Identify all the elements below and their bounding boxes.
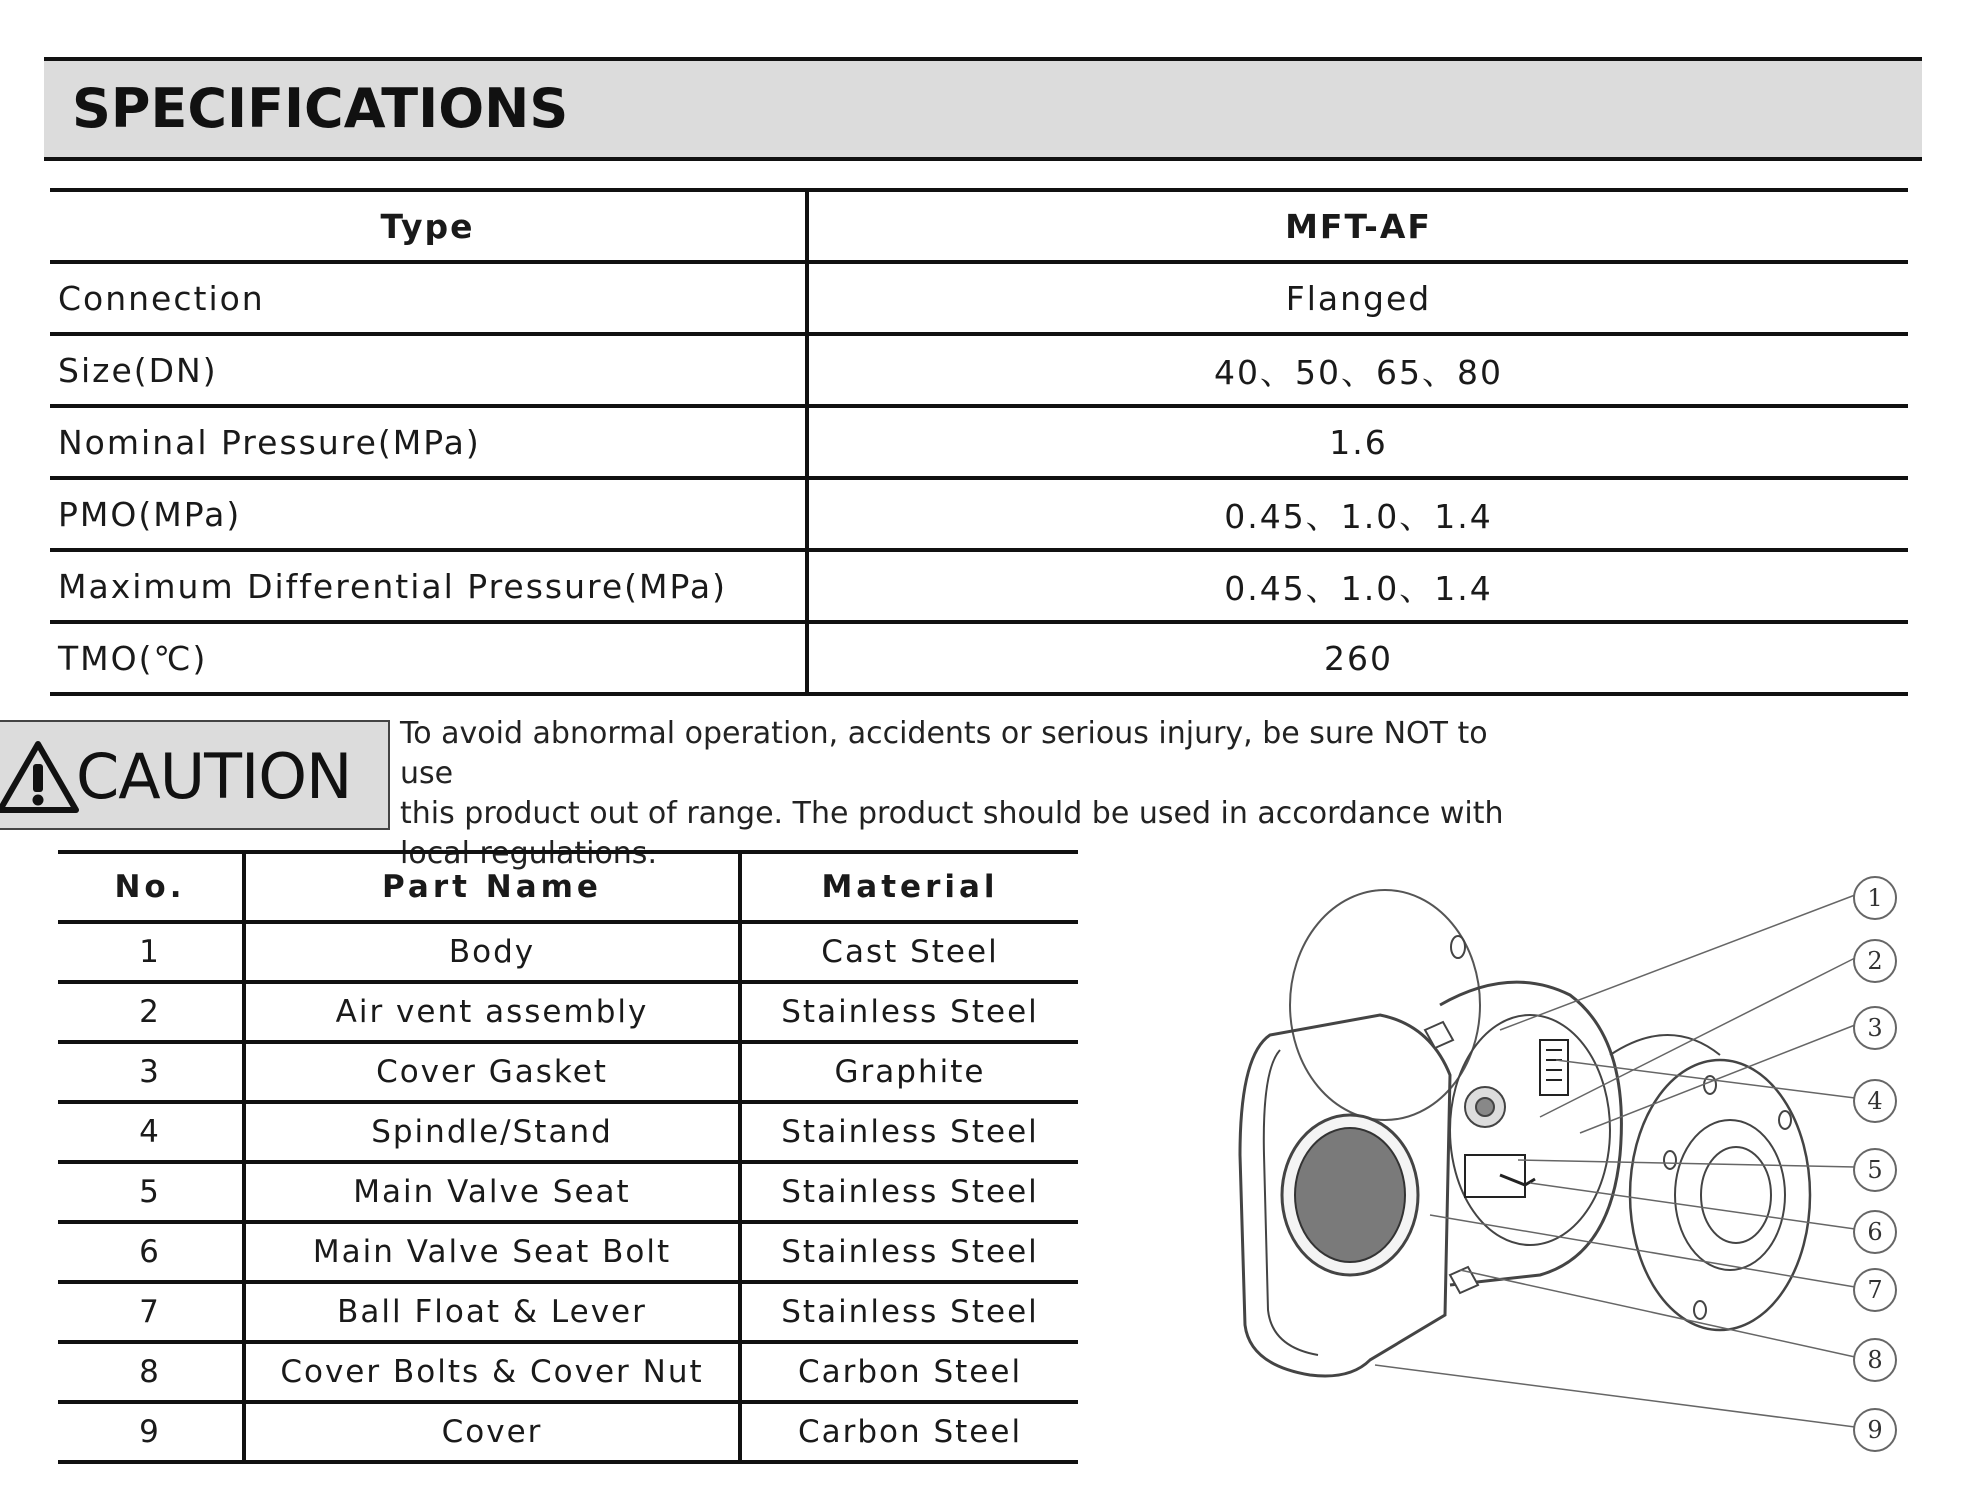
table-row: [58, 1282, 1078, 1342]
part-material: Carbon Steel: [740, 1342, 1078, 1402]
spec-header-row: [50, 190, 1908, 262]
svg-text:5: 5: [1867, 1156, 1883, 1184]
part-material: Stainless Steel: [740, 1102, 1078, 1162]
spec-label: Maximum Differential Pressure(MPa): [50, 550, 807, 622]
callout-markers: [1854, 877, 1896, 1451]
caution-line: local regulations.: [400, 836, 657, 871]
spec-row: [50, 478, 1908, 550]
part-name: Air vent assembly: [244, 982, 740, 1042]
steam-trap-exploded-drawing: [1200, 855, 1920, 1475]
specifications-table: [50, 188, 1908, 696]
svg-text:2: 2: [1867, 947, 1883, 975]
spec-header-type: Type: [50, 190, 807, 262]
callout-6-icon: [1854, 1211, 1896, 1253]
spec-value: 0.45、1.0、1.4: [807, 550, 1908, 622]
part-material: Stainless Steel: [740, 1222, 1078, 1282]
svg-text:8: 8: [1867, 1346, 1883, 1374]
svg-text:1: 1: [1867, 884, 1883, 912]
callout-8-icon: [1854, 1339, 1896, 1381]
part-name: Ball Float & Lever: [244, 1282, 740, 1342]
part-number: 4: [58, 1102, 244, 1162]
svg-text:9: 9: [1867, 1416, 1883, 1444]
svg-text:3: 3: [1867, 1014, 1883, 1042]
spec-header-model: MFT-AF: [807, 190, 1908, 262]
svg-text:7: 7: [1867, 1276, 1883, 1304]
table-row: [58, 1342, 1078, 1402]
part-material: Stainless Steel: [740, 1162, 1078, 1222]
spec-row: [50, 406, 1908, 478]
table-row: [58, 1402, 1078, 1462]
table-row: [58, 1042, 1078, 1102]
callout-4-icon: [1854, 1080, 1896, 1122]
table-row: [58, 1162, 1078, 1222]
part-number: 2: [58, 982, 244, 1042]
parts-table: [58, 850, 1078, 1464]
part-number: 7: [58, 1282, 244, 1342]
spec-label: TMO(℃): [50, 622, 807, 694]
caution-badge: [0, 720, 390, 830]
spec-value: 0.45、1.0、1.4: [807, 478, 1908, 550]
spec-row: [50, 550, 1908, 622]
svg-text:4: 4: [1867, 1087, 1883, 1115]
part-material: Carbon Steel: [740, 1402, 1078, 1462]
spec-row: [50, 262, 1908, 334]
part-number: 5: [58, 1162, 244, 1222]
part-number: 1: [58, 922, 244, 982]
table-row: [58, 922, 1078, 982]
svg-text:6: 6: [1867, 1218, 1883, 1246]
spec-value: 260: [807, 622, 1908, 694]
callout-3-icon: [1854, 1007, 1896, 1049]
spec-label: Size(DN): [50, 334, 807, 406]
spec-label: Nominal Pressure(MPa): [50, 406, 807, 478]
spec-label: Connection: [50, 262, 807, 334]
parts-header-no: No.: [58, 852, 244, 922]
callout-7-icon: [1854, 1269, 1896, 1311]
spec-row: [50, 334, 1908, 406]
spec-label: PMO(MPa): [50, 478, 807, 550]
spec-row: [50, 622, 1908, 694]
warning-triangle-icon: [0, 740, 80, 814]
specifications-header: [44, 57, 1922, 161]
parts-header-row: [58, 852, 1078, 922]
part-material: Stainless Steel: [740, 1282, 1078, 1342]
parts-header-name: Part Name: [244, 852, 740, 922]
callout-1-icon: [1854, 877, 1896, 919]
part-material: Graphite: [740, 1042, 1078, 1102]
caution-label: CAUTION: [76, 740, 352, 813]
valve-illustration: [1240, 890, 1810, 1376]
part-name: Spindle/Stand: [244, 1102, 740, 1162]
part-name: Main Valve Seat: [244, 1162, 740, 1222]
part-name: Cover: [244, 1402, 740, 1462]
spec-value: 1.6: [807, 406, 1908, 478]
part-name: Cover Bolts & Cover Nut: [244, 1342, 740, 1402]
spec-value: Flanged: [807, 262, 1908, 334]
part-material: Cast Steel: [740, 922, 1078, 982]
caution-line: To avoid abnormal operation, accidents or serious injury, be sure NOT to use: [400, 716, 1488, 791]
table-row: [58, 1222, 1078, 1282]
part-name: Main Valve Seat Bolt: [244, 1222, 740, 1282]
table-row: [58, 1102, 1078, 1162]
table-row: [58, 982, 1078, 1042]
part-name: Cover Gasket: [244, 1042, 740, 1102]
caution-line: this product out of range. The product should be used in accordance with: [400, 796, 1504, 831]
part-number: 9: [58, 1402, 244, 1462]
part-material: Stainless Steel: [740, 982, 1078, 1042]
spec-value: 40、50、65、80: [807, 334, 1908, 406]
part-name: Body: [244, 922, 740, 982]
part-number: 8: [58, 1342, 244, 1402]
parts-header-material: Material: [740, 852, 1078, 922]
part-number: 3: [58, 1042, 244, 1102]
callout-9-icon: [1854, 1409, 1896, 1451]
part-number: 6: [58, 1222, 244, 1282]
callout-2-icon: [1854, 940, 1896, 982]
page-title: SPECIFICATIONS: [72, 77, 569, 140]
callout-5-icon: [1854, 1149, 1896, 1191]
